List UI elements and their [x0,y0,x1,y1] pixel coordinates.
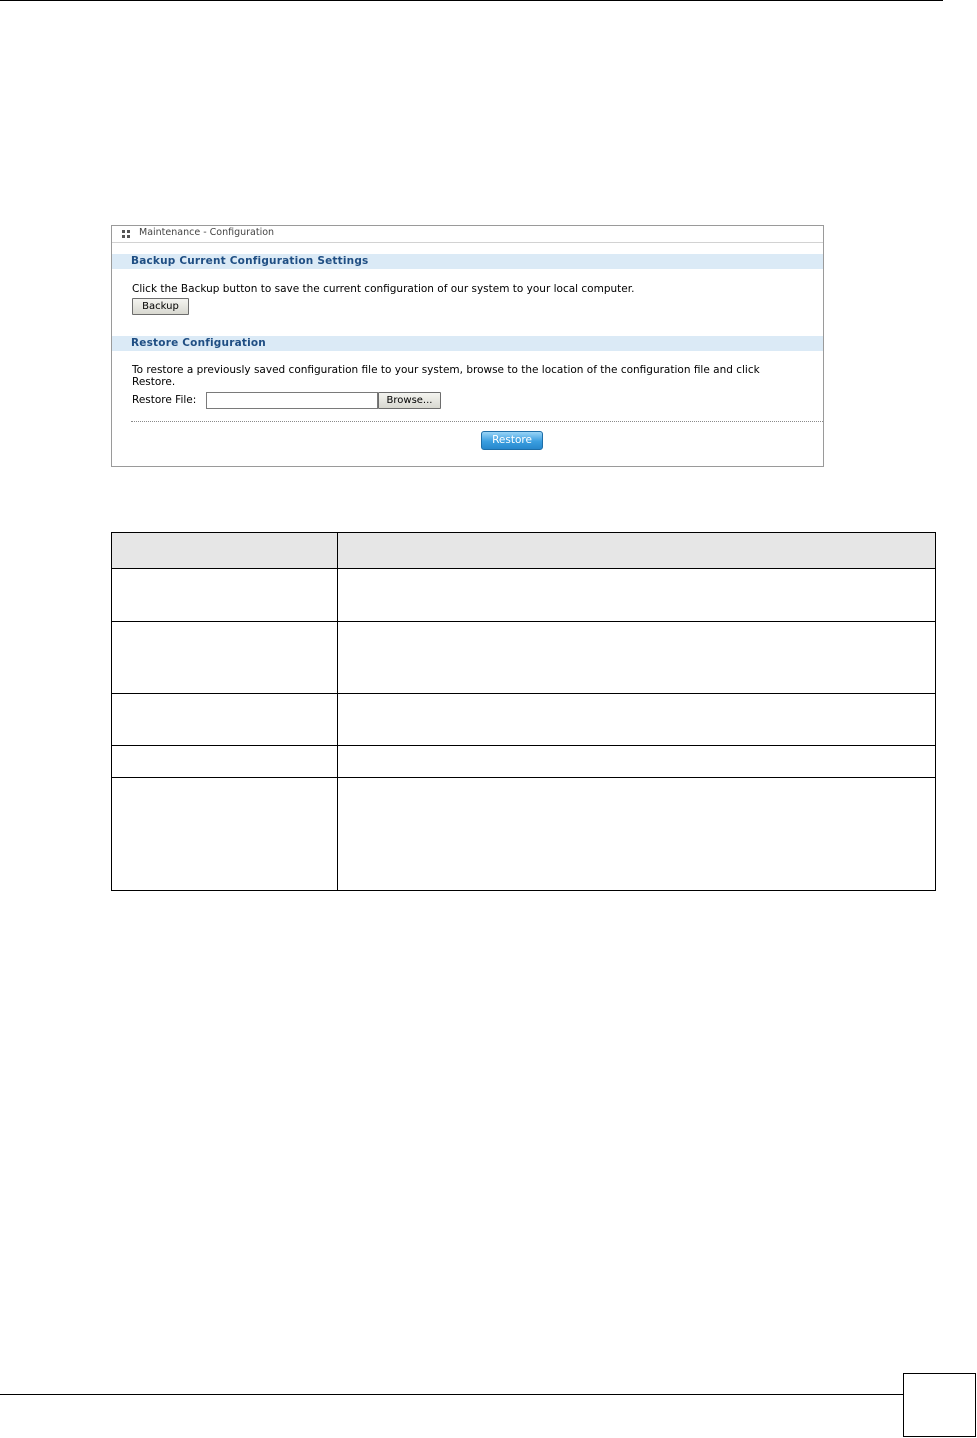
footer-rule [0,1394,903,1395]
backup-section-header [112,254,823,269]
panel-title: Maintenance - Configuration [139,227,275,238]
panel-title-bar [112,226,823,243]
table-header-row [112,533,935,569]
table-column-divider [337,533,338,890]
description-table [111,532,936,891]
restore-instruction-line1: To restore a previously saved configuration file to your system, browse to the location of the configuration file and click [132,364,760,376]
page-number-box [903,1373,976,1437]
table-row [112,694,935,746]
backup-button[interactable]: Backup [132,298,189,315]
top-rule [0,0,943,1]
restore-section-header [112,336,823,351]
browse-button[interactable]: Browse... [378,392,441,409]
backup-section-heading: Backup Current Configuration Settings [131,255,369,267]
table-row [112,778,935,890]
restore-button[interactable]: Restore [481,431,543,450]
restore-section-heading: Restore Configuration [131,337,266,349]
restore-file-input[interactable] [206,392,378,409]
table-row [112,622,935,694]
restore-file-label: Restore File: [132,394,197,406]
backup-instruction: Click the Backup button to save the current configuration of our system to your local computer. [132,283,635,295]
divider [131,421,823,422]
table-row [112,746,935,778]
restore-instruction-line2: Restore. [132,376,176,388]
configuration-panel [111,225,824,467]
table-row [112,569,935,622]
grid-icon [122,230,131,239]
